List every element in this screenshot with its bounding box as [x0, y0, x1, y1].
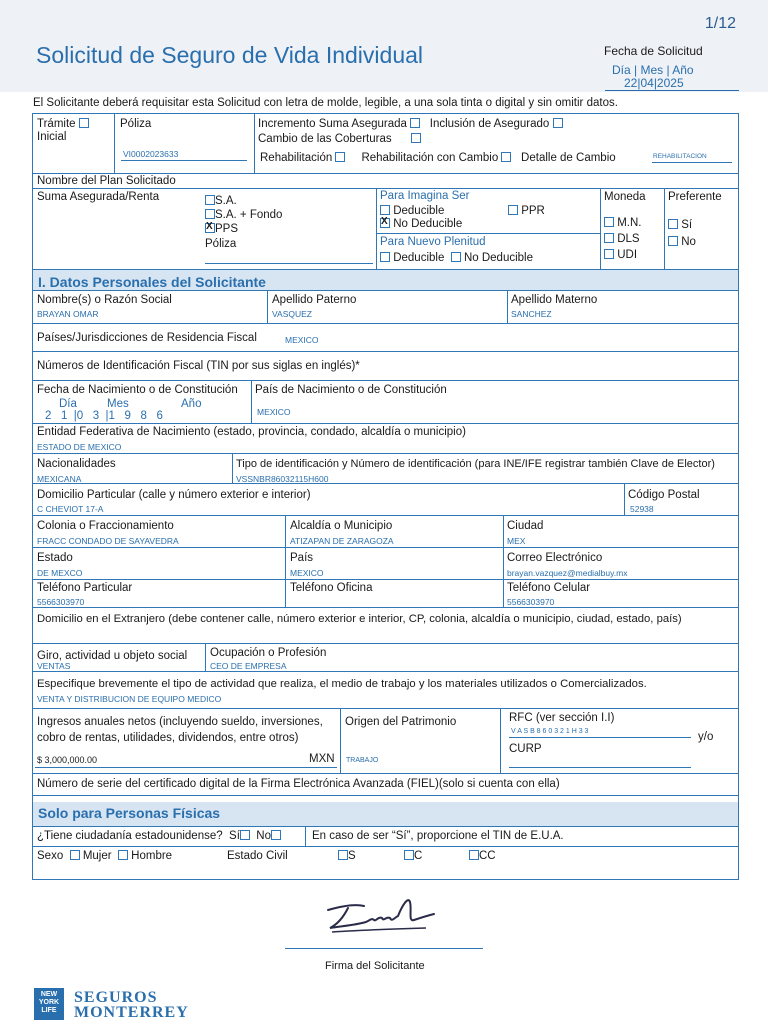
domicilio-label: Domicilio Particular (calle y número exterior e interior) [37, 489, 311, 501]
ocupacion-value[interactable]: CEO DE EMPRESA [210, 661, 287, 671]
ciudadania-row [33, 827, 738, 847]
fecha-nacimiento-value[interactable]: 2 1 |0 3 |1 9 8 6 [45, 410, 163, 422]
nacionalidad-value[interactable]: MEXICANA [37, 474, 82, 484]
fecha-underline [605, 90, 739, 91]
materno-label: Apellido Materno [511, 294, 598, 306]
firma-label: Firma del Solicitante [325, 960, 425, 972]
colonia-label: Colonia o Fraccionamiento [37, 520, 174, 532]
rehabilitacion-label: Rehabilitación [260, 152, 333, 164]
fecha-columns: Día | Mes | Año [612, 63, 694, 77]
ciudadania-si-label: Sí [229, 830, 240, 842]
paises-row [33, 324, 738, 352]
incremento-label: Incremento Suma Asegurada [258, 118, 407, 130]
pais-nacimiento-value[interactable]: MEXICO [257, 407, 291, 417]
page-title: Solicitud de Seguro de Vida Individual [36, 42, 424, 68]
logo-line2: MONTERREY [74, 1004, 189, 1021]
tel-celular-value[interactable]: 5566303970 [507, 597, 555, 607]
codigo-postal-label: Código Postal [628, 489, 700, 501]
rehab-cambio-label: Rehabilitación con Cambio [361, 152, 499, 164]
extranjero-label: Domicilio en el Extranjero (debe contener calle, número exterior e interior, CP, colonia, alcaldía o municipio, ciudad, estado, país) [37, 613, 682, 625]
estado-civil-c-checkbox[interactable] [404, 850, 414, 860]
rfc-value[interactable]: V A S B 8 6 0 3 2 1 H 3 3 [511, 728, 589, 735]
signature-underline-stroke [332, 928, 426, 932]
especifique-row [33, 672, 738, 709]
section1-title: I. Datos Personales del Solicitante [38, 274, 266, 290]
correo-value[interactable]: brayan.vazquez@medialbuy.mx [507, 568, 628, 578]
pps-checkbox[interactable] [205, 223, 215, 233]
poliza-value[interactable]: VI0002023633 [123, 149, 179, 159]
fecha-solicitud-value[interactable]: 22|04|2025 [624, 76, 684, 90]
entidad-row [33, 424, 738, 454]
rfc-label: RFC (ver sección I.I) [509, 712, 615, 724]
tin-row [33, 352, 738, 381]
entidad-label: Entidad Federativa de Nacimiento (estado, provincia, condado, alcaldía o municipio) [37, 426, 466, 438]
imagina-label: Para Imagina Ser [380, 190, 470, 202]
estado-civil-cc-label: CC [479, 850, 496, 862]
estado-civil-label: Estado Civil [227, 850, 288, 862]
mes-label: Mes [107, 398, 129, 410]
moneda-cell [600, 189, 664, 269]
entidad-value[interactable]: ESTADO DE MEXICO [37, 442, 122, 452]
imagina-no-deducible-label: No Deducible [393, 218, 463, 230]
poliza-cell [114, 114, 254, 173]
nombre-label: Nombre(s) o Razón Social [37, 294, 172, 306]
rehab-cambio-checkbox[interactable] [501, 152, 511, 162]
incremento-checkbox[interactable] [410, 118, 420, 128]
instructions: El Solicitante deberá requisitar esta Solicitud con letra de molde, legible, a una sola tinta o digital y sin omitir datos. [33, 97, 618, 109]
pais-value[interactable]: MEXICO [290, 568, 324, 578]
moneda-label: Moneda [604, 191, 646, 203]
preferente-label: Preferente [668, 191, 722, 203]
imagina-no-deducible-checkbox[interactable] [380, 218, 390, 228]
signature-line [285, 948, 483, 949]
estado-civil-s-label: S [348, 850, 356, 862]
tramite-inicial-checkbox[interactable] [79, 118, 89, 128]
paterno-value[interactable]: VASQUEZ [272, 309, 312, 319]
tel-particular-label: Teléfono Particular [37, 582, 133, 594]
dls-checkbox[interactable] [604, 233, 614, 243]
ingresos-value[interactable]: $ 3,000,000.00 [37, 755, 98, 765]
detalle-cambio-value[interactable]: REHABILITACION [653, 153, 707, 160]
fecha-nacimiento-row [33, 381, 738, 424]
paises-value[interactable]: MEXICO [285, 335, 319, 345]
correo-label: Correo Electrónico [507, 552, 603, 564]
signature-stroke [328, 900, 434, 928]
inclusion-checkbox[interactable] [553, 118, 563, 128]
paises-label: Países/Jurisdicciones de Residencia Fiscal [37, 332, 257, 344]
ciudadania-no-label: No [256, 830, 271, 842]
imagina-deducible-checkbox[interactable] [380, 205, 390, 215]
mn-label: M.N. [617, 217, 642, 229]
application-form [32, 113, 739, 880]
preferente-si-checkbox[interactable] [668, 219, 678, 229]
tin-usa-label: En caso de ser “Sí”, proporcione el TIN de E.U.A. [312, 830, 564, 842]
alcaldia-label: Alcaldía o Municipio [290, 520, 393, 532]
tipo-id-value[interactable]: VSSNBR86032115H600 [236, 474, 329, 484]
ingresos-label-1: Ingresos anuales netos (incluyendo sueldo, inversiones, [37, 716, 323, 728]
ingresos-row [33, 709, 738, 774]
anio-label: Año [181, 398, 202, 410]
dia-label: Día [59, 398, 77, 410]
mujer-label: Mujer [82, 850, 112, 862]
nombre-value[interactable]: BRAYAN OMAR [37, 309, 99, 319]
sexo-label: Sexo [37, 850, 64, 862]
pais-nacimiento-label: País de Nacimiento o de Constitución [255, 384, 447, 396]
tel-celular-label: Teléfono Celular [507, 582, 591, 594]
estado-label: Estado [37, 552, 73, 564]
pais-label: País [290, 552, 314, 564]
page-number: 1/12 [704, 15, 736, 32]
inclusion-label: Inclusión de Asegurado [429, 118, 550, 130]
domicilio-value[interactable]: C CHEVIOT 17-A [37, 504, 104, 514]
suma-poliza-label: Póliza [205, 238, 237, 250]
hombre-label: Hombre [131, 850, 173, 862]
udi-checkbox[interactable] [604, 249, 614, 259]
estado-civil-c-label: C [414, 850, 423, 862]
giro-row [33, 644, 738, 672]
preferente-si-label: Sí [681, 219, 693, 231]
mn-checkbox[interactable] [604, 217, 614, 227]
nombre-plan-row [33, 174, 738, 189]
ppr-checkbox[interactable] [508, 205, 518, 215]
sa-fondo-checkbox[interactable] [205, 209, 215, 219]
estado-row [33, 548, 738, 580]
poliza-label: Póliza [120, 118, 152, 130]
imagina-cell [376, 189, 600, 269]
sa-fondo-label: S.A. + Fondo [215, 209, 283, 221]
fiel-label: Número de serie del certificado digital de la Firma Electrónica Avanzada (FIEL)(solo si cuenta con ella) [37, 778, 560, 790]
tramite-row [33, 114, 738, 174]
fecha-nacimiento-label: Fecha de Nacimiento o de Constitución [37, 384, 238, 396]
tin-label: Números de Identificación Fiscal (TIN por sus siglas en inglés)* [37, 360, 360, 372]
especifique-label: Especifique brevemente el tipo de actividad que realiza, el medio de trabajo y los materiales utilizados o Comercializados. [37, 678, 647, 690]
ocupacion-label: Ocupación o Profesión [210, 647, 327, 659]
codigo-postal-value[interactable]: 52938 [630, 504, 654, 514]
seguros-monterrey-logo [74, 990, 189, 1020]
estado-value[interactable]: DE MEXCO [37, 568, 83, 578]
page-header [0, 0, 768, 92]
origen-value[interactable]: TRABAJO [346, 757, 379, 764]
inicial-label: Inicial [37, 131, 67, 143]
domicilio-row [33, 484, 738, 516]
fecha-solicitud-label: Fecha de Solicitud [604, 44, 703, 58]
ciudadania-label: ¿Tiene ciudadanía estadounidense? [37, 830, 223, 842]
estado-civil-s-checkbox[interactable] [338, 850, 348, 860]
materno-value[interactable]: SANCHEZ [511, 309, 552, 319]
mujer-checkbox[interactable] [70, 850, 80, 860]
giro-label: Giro, actividad u objeto social [37, 650, 188, 662]
nuevo-deducible-checkbox[interactable] [380, 252, 390, 262]
colonia-row [33, 516, 738, 548]
detalle-cambio-label: Detalle de Cambio [521, 152, 616, 164]
dls-label: DLS [617, 233, 640, 245]
sa-label: S.A. [215, 195, 237, 207]
cambio-coberturas-checkbox[interactable] [411, 133, 421, 143]
nombre-row [33, 291, 738, 324]
imagina-deducible-label: Deducible [393, 205, 445, 217]
suma-label: Suma Asegurada/Renta [37, 191, 160, 203]
curp-label: CURP [509, 743, 542, 755]
tel-oficina-label: Teléfono Oficina [290, 582, 373, 594]
paterno-label: Apellido Paterno [272, 294, 357, 306]
rehabilitacion-checkbox[interactable] [335, 152, 345, 162]
yo-label: y/o [698, 731, 714, 743]
nacionalidad-label: Nacionalidades [37, 458, 116, 470]
section2-title: Solo para Personas Físicas [38, 805, 221, 821]
sexo-row [33, 847, 738, 867]
hombre-checkbox[interactable] [118, 850, 128, 860]
nuevo-no-deducible-label: No Deducible [463, 252, 533, 264]
nuevo-plenitud-label: Para Nuevo Plenitud [380, 236, 486, 248]
nombre-plan-label: Nombre del Plan Solicitado [37, 175, 176, 187]
suma-row [33, 189, 738, 270]
preferente-no-checkbox[interactable] [668, 236, 678, 246]
preferente-cell [664, 189, 738, 269]
tramite-label: Trámite [37, 118, 76, 130]
giro-value[interactable]: VENTAS [37, 661, 71, 671]
origen-label: Origen del Patrimonio [345, 716, 457, 728]
ppr-label: PPR [521, 205, 545, 217]
mxn-label: MXN [309, 753, 335, 765]
telefono-row [33, 580, 738, 608]
nacionalidad-row [33, 454, 738, 484]
section2-header [33, 796, 738, 827]
pps-label: PPS [215, 223, 239, 235]
nuevo-no-deducible-checkbox[interactable] [451, 252, 461, 262]
colonia-value[interactable]: FRACC CONDADO DE SAYAVEDRA [37, 536, 179, 546]
estado-civil-cc-checkbox[interactable] [469, 850, 479, 860]
ciudadania-no-checkbox[interactable] [271, 830, 281, 840]
ciudad-value[interactable]: MEX [507, 536, 526, 546]
udi-label: UDI [617, 249, 638, 261]
fiel-row [33, 774, 738, 796]
signature-image [322, 892, 442, 942]
new-york-life-logo: NEW YORK LIFE [34, 988, 64, 1020]
sa-checkbox[interactable] [205, 195, 215, 205]
nuevo-deducible-label: Deducible [393, 252, 445, 264]
tipo-id-label: Tipo de identificación y Número de identificación (para INE/IFE registrar también Clave de Elector) [236, 458, 715, 470]
section1-header [33, 270, 738, 291]
extranjero-row [33, 608, 738, 644]
ingresos-label-2: cobro de rentas, utilidades, dividendos, entre otros) [37, 732, 299, 744]
tramite-options-cell [254, 114, 738, 173]
cambio-coberturas-label: Cambio de las Coberturas [258, 133, 392, 145]
especifique-value[interactable]: VENTA Y DISTRIBUCION DE EQUIPO MEDICO [37, 694, 222, 704]
logo-line1: SEGUROS [74, 989, 158, 1006]
preferente-no-label: No [681, 236, 696, 248]
ciudadania-si-checkbox[interactable] [240, 830, 250, 840]
alcaldia-value[interactable]: ATIZAPAN DE ZARAGOZA [290, 536, 394, 546]
ciudad-label: Ciudad [507, 520, 544, 532]
tel-particular-value[interactable]: 5566303970 [37, 597, 85, 607]
